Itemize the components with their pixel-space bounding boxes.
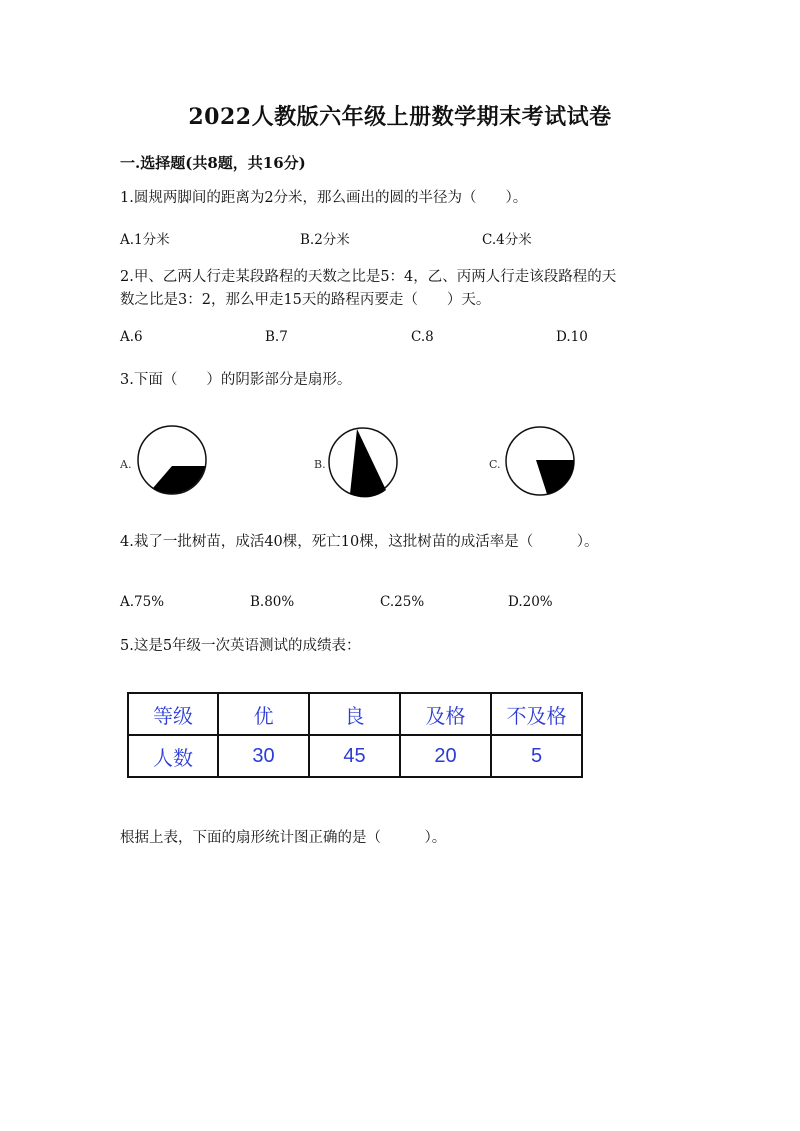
q2-option-c: C.8 [411,329,434,345]
q1-option-a: A.1分米 [120,232,170,248]
q3-label-b: B. [314,458,326,471]
table-cell: 5 [491,735,582,777]
question-5-text: 5.这是5年级一次英语测试的成绩表： [120,638,361,654]
q3-figure-c [503,424,577,498]
table-cell: 良 [309,693,400,735]
q4-option-b: B.80% [250,594,295,610]
question-2-line-2: 数之比是3：2，那么甲走15天的路程丙要走（ ）天。 [120,292,491,308]
question-4-text: 4.栽了一批树苗，成活40棵，死亡10棵，这批树苗的成活率是（ ）。 [120,534,599,550]
q3-figure-a [134,424,210,496]
table-cell: 及格 [400,693,491,735]
question-2-line-1: 2.甲、乙两人行走某段路程的天数之比是5：4，乙、丙两人行走该段路程的天 [120,269,617,285]
question-1-text: 1.圆规两脚间的距离为2分米，那么画出的圆的半径为（ ）。 [120,190,528,206]
question-5-followup: 根据上表，下面的扇形统计图正确的是（ ）。 [120,830,447,846]
q2-option-a: A.6 [120,329,143,345]
table-cell: 20 [400,735,491,777]
q3-figure-b [326,426,400,498]
table-row [128,735,582,777]
q4-option-d: D.20% [508,594,553,610]
page-title: 2022人教版六年级上册数学期末考试试卷 [188,104,612,130]
q3-label-a: A. [120,458,132,471]
q4-option-c: C.25% [380,594,425,610]
q2-option-b: B.7 [265,329,288,345]
table-cell: 45 [309,735,400,777]
table-cell: 30 [218,735,309,777]
q1-option-b: B.2分米 [300,232,350,248]
table-header-row [128,693,582,735]
table-cell: 优 [218,693,309,735]
section-heading: 一.选择题(共8题，共16分) [120,154,306,172]
q3-label-c: C. [489,458,501,471]
q1-option-c: C.4分米 [482,232,532,248]
table-cell: 人数 [128,735,218,777]
table-cell: 不及格 [491,693,582,735]
q2-option-d: D.10 [556,329,588,345]
question-3-text: 3.下面（ ）的阴影部分是扇形。 [120,372,352,388]
table-cell: 等级 [128,693,218,735]
grades-table [127,692,583,778]
q4-option-a: A.75% [120,594,165,610]
